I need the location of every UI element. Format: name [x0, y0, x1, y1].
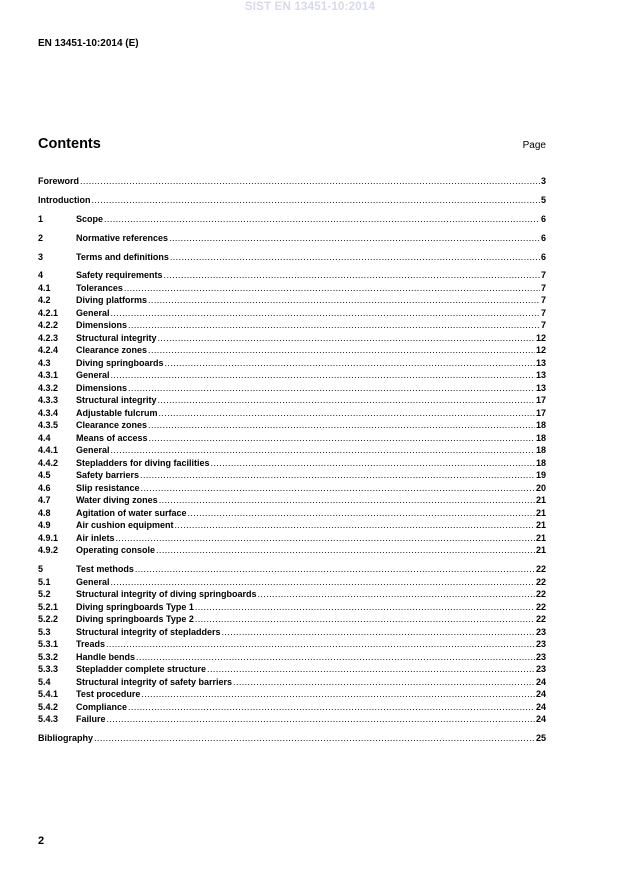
toc-entry[interactable] [38, 307, 546, 319]
toc-entry[interactable] [38, 394, 546, 406]
toc-dot-leader [158, 332, 535, 344]
toc-entry[interactable] [38, 232, 546, 244]
toc-entry-page: 23 [535, 651, 546, 662]
toc-entry[interactable] [38, 269, 546, 281]
toc-entry-title: Normative references [76, 233, 169, 243]
toc-entry[interactable] [38, 713, 546, 725]
toc-entry-title: Safety requirements [76, 270, 163, 280]
toc-entry-number: 4.2.2 [38, 320, 59, 330]
toc-entry-page: 7 [540, 307, 546, 318]
toc-entry-title: Diving platforms [76, 295, 148, 305]
toc-entry-page: 20 [535, 482, 546, 493]
toc-entry[interactable] [38, 638, 546, 650]
toc-entry[interactable] [38, 175, 546, 187]
toc-entry-title: Terms and definitions [76, 252, 169, 262]
toc-dot-leader [111, 444, 535, 456]
toc-entry-page: 5 [540, 195, 546, 205]
toc-entry[interactable] [38, 676, 546, 688]
toc-dot-leader [148, 419, 535, 431]
toc-dot-leader [111, 576, 535, 588]
toc-entry-number: 4.3 [38, 357, 51, 368]
toc-entry-number: 5.4.1 [38, 689, 59, 699]
toc-entry-page: 18 [535, 445, 546, 455]
toc-dot-leader [128, 382, 535, 394]
toc-entry-number: 4.5 [38, 470, 51, 480]
toc-entry[interactable] [38, 407, 546, 419]
toc-entry-title: Air cushion equipment [76, 520, 174, 530]
toc-entry-number: 4.2 [38, 295, 51, 305]
toc-entry-page: 6 [540, 252, 546, 262]
toc-entry-number: 4.1 [38, 282, 51, 293]
toc-entry-number: 4.3.4 [38, 407, 59, 418]
toc-entry-title: Failure [76, 714, 106, 724]
toc-entry-page: 18 [535, 432, 546, 443]
toc-entry-number: 4.6 [38, 482, 51, 493]
toc-entry[interactable] [38, 651, 546, 663]
toc-entry-number: 4.7 [38, 495, 51, 505]
toc-entry[interactable] [38, 332, 546, 344]
toc-entry-page: 19 [535, 470, 546, 480]
toc-entry[interactable] [38, 251, 546, 263]
toc-entry-number: 4.2.1 [38, 307, 59, 318]
toc-entry-page: 22 [535, 564, 546, 574]
toc-entry-page: 12 [535, 332, 546, 343]
toc-dot-leader [106, 638, 535, 650]
toc-entry-number: 5.4 [38, 676, 51, 687]
toc-entry-page: 24 [535, 689, 546, 699]
toc-entry-title: Diving springboards [76, 357, 164, 368]
toc-dot-leader [80, 175, 540, 187]
toc-entry-number: 4.3.5 [38, 420, 59, 430]
toc-dot-leader [169, 232, 540, 244]
toc-dot-leader [140, 469, 535, 481]
toc-dot-leader [156, 544, 535, 556]
toc-entry-number: 4.4.2 [38, 457, 59, 468]
toc-dot-leader [104, 213, 540, 225]
toc-entry-title: Test methods [76, 564, 134, 574]
toc-entry[interactable] [38, 626, 546, 638]
toc-entry-number: 1 [38, 214, 44, 224]
toc-entry[interactable] [38, 344, 546, 356]
toc-entry-title: Tolerances [76, 282, 123, 293]
toc-dot-leader [128, 701, 535, 713]
toc-entry-page: 24 [535, 676, 546, 687]
toc-entry-page: 23 [535, 626, 546, 637]
toc-dot-leader [207, 663, 535, 675]
toc-entry-page: 3 [540, 176, 546, 186]
toc-entry-page: 17 [535, 395, 546, 405]
toc-entry-title: Stepladder complete structure [76, 664, 207, 674]
toc-entry-title: Bibliography [38, 733, 94, 743]
toc-entry-page: 22 [535, 614, 546, 624]
toc-entry-page: 17 [535, 407, 546, 418]
document-id: EN 13451-10:2014 (E) [38, 38, 139, 49]
toc-entry-page: 24 [535, 714, 546, 724]
toc-dot-leader [233, 676, 535, 688]
toc-entry-title: Dimensions [76, 382, 128, 393]
toc-entry-title: Air inlets [76, 532, 115, 543]
toc-entry[interactable] [38, 663, 546, 675]
toc-entry-page: 18 [535, 457, 546, 468]
toc-entry[interactable] [38, 732, 546, 744]
toc-entry-page: 13 [535, 357, 546, 368]
toc-dot-leader [148, 344, 535, 356]
toc-entry-title: Foreword [38, 176, 80, 186]
toc-entry-title: General [76, 370, 110, 380]
toc-dot-leader [111, 369, 535, 381]
toc-entry-page: 22 [535, 589, 546, 599]
toc-entry-page: 7 [540, 295, 546, 305]
toc-entry-title: Clearance zones [76, 420, 148, 430]
toc-entry[interactable] [38, 213, 546, 225]
toc-dot-leader [170, 251, 540, 263]
toc-entry[interactable] [38, 382, 546, 394]
toc-entry-number: 4.9.2 [38, 545, 59, 555]
toc-entry-title: Treads [76, 639, 106, 649]
toc-entry-page: 25 [535, 733, 546, 743]
toc-entry-page: 23 [535, 664, 546, 674]
toc-entry-number: 5.3.3 [38, 664, 59, 674]
toc-entry-number: 4.4.1 [38, 445, 59, 455]
toc-entry-page: 21 [535, 532, 546, 543]
toc-entry-page: 24 [535, 701, 546, 712]
toc-entry-number: 4.9 [38, 520, 51, 530]
toc-entry-page: 13 [535, 382, 546, 393]
toc-dot-leader [136, 651, 535, 663]
toc-entry[interactable] [38, 544, 546, 556]
toc-entry-title: Test procedure [76, 689, 141, 699]
toc-entry[interactable] [38, 444, 546, 456]
toc-entry-page: 13 [535, 370, 546, 380]
toc-entry-title: Structural integrity [76, 395, 157, 405]
toc-entry-number: 4.4 [38, 432, 51, 443]
toc-entry-title: Water diving zones [76, 495, 158, 505]
toc-dot-leader [164, 269, 540, 281]
toc-entry-title: General [76, 445, 110, 455]
toc-entry-page: 21 [535, 520, 546, 530]
toc-entry-title: Scope [76, 214, 104, 224]
toc-entry[interactable] [38, 494, 546, 506]
toc-dot-leader [135, 563, 535, 575]
toc-dot-leader [175, 519, 535, 531]
toc-entry-title: Introduction [38, 195, 91, 205]
toc-entry[interactable] [38, 601, 546, 613]
toc-dot-leader [159, 494, 535, 506]
toc-entry[interactable] [38, 688, 546, 700]
toc-entry-page: 12 [535, 345, 546, 355]
toc-dot-leader [111, 307, 540, 319]
toc-entry-page: 6 [540, 233, 546, 243]
toc-entry-number: 4.3.1 [38, 370, 59, 380]
toc-entry[interactable] [38, 432, 546, 444]
toc-dot-leader [141, 688, 535, 700]
toc-entry-page: 7 [540, 320, 546, 330]
toc-dot-leader [158, 394, 535, 406]
toc-entry-page: 21 [535, 545, 546, 555]
toc-dot-leader [94, 732, 535, 744]
toc-dot-leader [159, 407, 535, 419]
watermark: SIST EN 13451-10:2014 [244, 1, 376, 13]
toc-entry-number: 4.2.3 [38, 332, 59, 343]
page-column-label: Page [522, 140, 546, 151]
toc-entry-page: 23 [535, 639, 546, 649]
toc-entry[interactable] [38, 419, 546, 431]
toc-entry-number: 4.3.3 [38, 395, 59, 405]
toc-entry-number: 5.2 [38, 589, 51, 599]
toc-dot-leader [195, 601, 535, 613]
toc-entry-title: Compliance [76, 701, 128, 712]
toc-entry-title: Means of access [76, 432, 148, 443]
toc-dot-leader [128, 319, 540, 331]
toc-entry-title: Structural integrity [76, 332, 157, 343]
toc-entry-number: 4.3.2 [38, 382, 59, 393]
page-number: 2 [38, 835, 45, 847]
toc-entry-page: 7 [540, 270, 546, 280]
toc-entry[interactable] [38, 194, 546, 206]
toc-entry-number: 4.8 [38, 507, 51, 518]
toc-dot-leader [92, 194, 540, 206]
toc-entry[interactable] [38, 369, 546, 381]
toc-entry[interactable] [38, 282, 546, 294]
toc-dot-leader [195, 613, 535, 625]
toc-entry[interactable] [38, 469, 546, 481]
toc-entry[interactable] [38, 532, 546, 544]
toc-entry-number: 5.4.2 [38, 701, 59, 712]
toc-entry-title: General [76, 307, 110, 318]
toc-entry-title: Operating console [76, 545, 156, 555]
toc-entry-page: 6 [540, 214, 546, 224]
toc-entry-title: Structural integrity of safety barriers [76, 676, 233, 687]
toc-entry[interactable] [38, 507, 546, 519]
toc-entry-title: Slip resistance [76, 482, 140, 493]
toc-entry-number: 4 [38, 270, 44, 280]
toc-entry-title: Safety barriers [76, 470, 140, 480]
contents-heading: Contents [38, 136, 101, 152]
toc-entry-page: 7 [540, 282, 546, 293]
toc-entry-page: 22 [535, 576, 546, 587]
toc-entry[interactable] [38, 701, 546, 713]
toc-dot-leader [188, 507, 535, 519]
toc-dot-leader [211, 457, 535, 469]
toc-entry-number: 5.3.1 [38, 639, 59, 649]
toc-dot-leader [124, 282, 540, 294]
toc-entry-number: 5.2.1 [38, 601, 59, 612]
toc-entry-number: 5.4.3 [38, 714, 59, 724]
toc-dot-leader [165, 357, 535, 369]
toc-entry-title: Handle bends [76, 651, 136, 662]
toc-dot-leader [258, 588, 535, 600]
toc-entry-title: Clearance zones [76, 345, 148, 355]
toc-entry-number: 2 [38, 233, 44, 243]
toc-entry-number: 5.1 [38, 576, 51, 587]
toc-dot-leader [222, 626, 535, 638]
toc-entry-page: 21 [535, 507, 546, 518]
toc-entry-title: Stepladders for diving facilities [76, 457, 210, 468]
toc-entry-title: Agitation of water surface [76, 507, 187, 518]
toc-entry[interactable] [38, 319, 546, 331]
toc-entry-title: Diving springboards Type 2 [76, 614, 194, 624]
toc-dot-leader [141, 482, 535, 494]
toc-entry[interactable] [38, 294, 546, 306]
toc-dot-leader [116, 532, 535, 544]
toc-entry-title: Dimensions [76, 320, 128, 330]
toc-entry-title: Structural integrity of diving springboards [76, 589, 257, 599]
toc-entry[interactable] [38, 588, 546, 600]
toc-entry-number: 4.9.1 [38, 532, 59, 543]
toc-entry-title: Adjustable fulcrum [76, 407, 158, 418]
toc-entry-number: 5.2.2 [38, 614, 59, 624]
toc-entry[interactable] [38, 457, 546, 469]
toc-entry-page: 22 [535, 601, 546, 612]
toc-entry-page: 21 [535, 495, 546, 505]
toc-entry[interactable] [38, 482, 546, 494]
toc-entry-number: 4.2.4 [38, 345, 59, 355]
toc-entry-page: 18 [535, 420, 546, 430]
toc-entry-number: 5.3 [38, 626, 51, 637]
toc-dot-leader [149, 432, 535, 444]
toc-entry-number: 3 [38, 252, 44, 262]
toc-entry-title: General [76, 576, 110, 587]
toc-entry-title: Diving springboards Type 1 [76, 601, 194, 612]
toc-dot-leader [148, 294, 540, 306]
toc-entry-number: 5.3.2 [38, 651, 59, 662]
toc-entry-number: 5 [38, 564, 44, 574]
toc-entry[interactable] [38, 563, 546, 575]
toc-entry[interactable] [38, 576, 546, 588]
toc-entry-title: Structural integrity of stepladders [76, 626, 221, 637]
toc-entry[interactable] [38, 357, 546, 369]
toc-entry[interactable] [38, 613, 546, 625]
toc-dot-leader [107, 713, 535, 725]
toc-entry[interactable] [38, 519, 546, 531]
